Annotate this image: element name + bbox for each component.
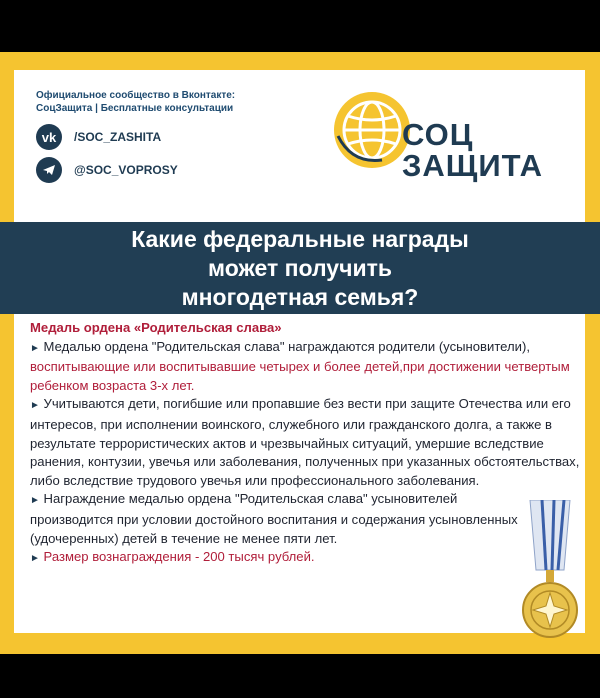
bullet-arrow-icon: ►: [30, 400, 40, 412]
telegram-link[interactable]: [36, 157, 178, 183]
title-banner: [0, 222, 600, 314]
paragraph-3: [30, 490, 590, 548]
paragraph-2-text: Учитываются дети, погибшие или пропавшие без вести при защите Отечества или его интересов, при исполнении воинского, служебного или гражданского долга, а также в результате террористических актов и чрезвычайных ситуаций, умершие вследствие ранения, контузии, увечья или заболевания, полученных при указанных обстоятельствах, либо вследствие трудового увечья или профессионального заболевания.: [30, 396, 580, 488]
community-line-2: СоцЗащита | Бесплатные консультации: [36, 103, 234, 114]
vk-icon: vk: [36, 124, 62, 150]
section-title: Медаль ордена «Родительская слава»: [30, 320, 282, 335]
banner-line-2: может получить: [208, 254, 392, 281]
paragraph-1-highlight: воспитывающие или воспитывавшие четырех и более детей,при достижении четвертым ребенком возраста 3-х лет.: [30, 359, 570, 393]
community-caption: [36, 89, 235, 115]
paragraph-2: [30, 395, 590, 490]
banner-line-1: Какие федеральные награды: [131, 225, 469, 252]
community-line-1: Официальное сообщество в Вконтакте:: [36, 90, 236, 101]
article-body: [30, 319, 590, 569]
paragraph-4: [30, 548, 590, 569]
paragraph-1-text: Медалью ордена "Родительская слава" награждаются родители (усыновители),: [43, 338, 530, 354]
content-panel: [14, 70, 585, 633]
globe-logo-icon: [332, 90, 412, 170]
brand-line-1: СОЦ: [402, 117, 474, 152]
paragraph-1: [30, 338, 590, 396]
telegram-icon: [36, 157, 62, 183]
header: [14, 70, 585, 205]
bullet-arrow-icon: ►: [30, 495, 40, 507]
vk-link[interactable]: [36, 124, 161, 150]
medal-icon: [520, 500, 580, 660]
brand-name: [402, 119, 543, 181]
bullet-arrow-icon: ►: [30, 342, 40, 354]
vk-handle: /SOC_ZASHITA: [74, 130, 162, 144]
bullet-arrow-icon: ►: [30, 553, 40, 565]
banner-line-3: многодетная семья?: [181, 283, 419, 310]
info-card: [0, 52, 600, 654]
paragraph-3-text: Награждение медалью ордена "Родительская слава" усыновителей производится при условии достойного воспитания и содержания усыновленных (удочеренных) детей в течение не менее пяти лет.: [30, 491, 518, 546]
paragraph-4-text: Размер вознаграждения - 200 тысяч рублей.: [43, 549, 315, 565]
brand-line-2: ЗАЩИТА: [402, 148, 544, 183]
telegram-handle: @SOC_VOPROSY: [74, 163, 178, 177]
